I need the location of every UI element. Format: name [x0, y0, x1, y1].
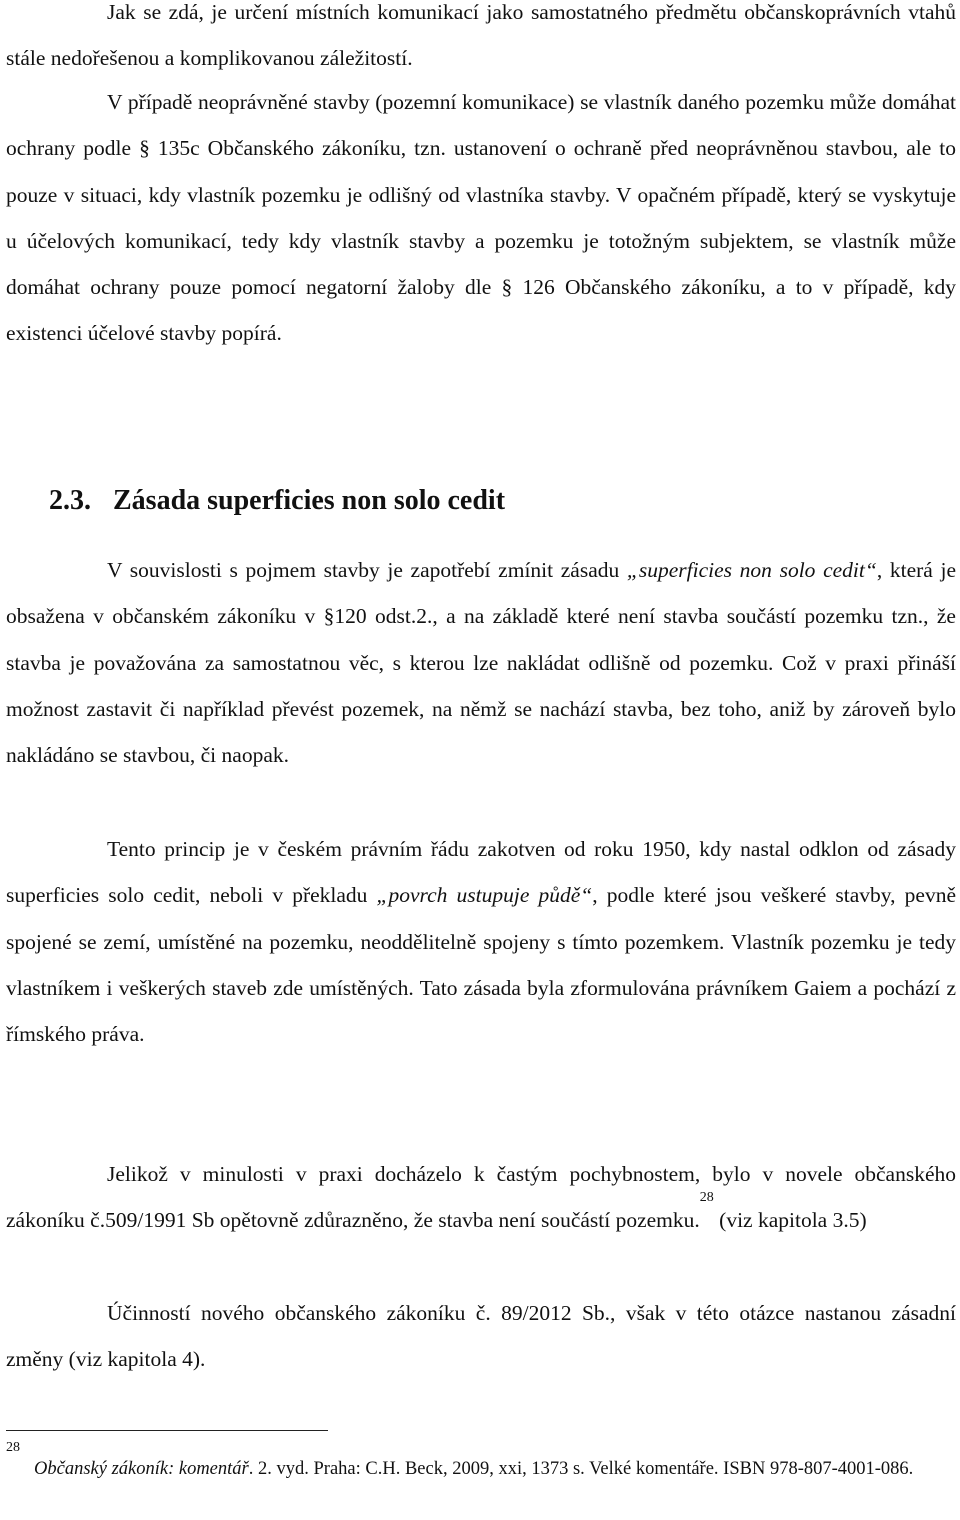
paragraph-6	[6, 1290, 956, 1383]
paragraph-3-text-a: V souvislosti s pojmem stavby je zapotřebí zmínit zásadu	[107, 558, 627, 582]
paragraph-1-text: Jak se zdá, je určení místních komunikací jako samostatného předmětu občanskoprávních vtahů stále nedořešenou a komplikovanou záležitostí.	[6, 0, 956, 71]
footnote-body	[6, 1450, 956, 1488]
paragraph-1	[6, 0, 956, 82]
latin-maxim-quote: „superficies non solo cedit“	[626, 558, 877, 582]
paragraph-4-text-a: Tento princip je v českém právním řádu zakotven od roku 1950, kdy nastal odklon od zásady superficies solo cedit, neboli v překladu	[6, 837, 956, 908]
paragraph-3-text-b: , která je obsažena v občanském zákoníku v	[6, 558, 956, 629]
section-heading	[49, 480, 505, 522]
footnote-citation: . 2. vyd. Praha: C.H. Beck, 2009, xxi, 1373 s. Velké komentáře. ISBN 978-807-4001-086.	[248, 1459, 914, 1479]
section-number: 2.3.	[49, 485, 91, 516]
paragraph-4	[6, 826, 956, 1057]
paragraph-4-text-b: , podle které jsou veškeré stavby, pevně spojené se zemí, umístěné na pozemku, neoddělitelně spojeny s tímto pozemkem. Vlastník pozemku je tedy vlastníkem i veškerých staveb zde umístěných. Tato zásada byla zformulována právníkem Gaiem a pochází z římského práva.	[6, 883, 956, 1047]
section-sign: §	[323, 604, 335, 629]
footnote-reference[interactable]: 28	[699, 1190, 714, 1206]
paragraph-6-text: Účinností nového občanského zákoníku č. 89/2012 Sb., však v této otázce nastanou zásadní změny (viz kapitola 4).	[6, 1301, 956, 1372]
paragraph-2-text-b: 135c Občanského zákoníku, tzn. ustanovení o ochraně před neoprávněnou stavbou, ale to pouze v situaci, kdy vlastník pozemku je odlišný od vlastníka stavby. V opačném případě, který se vyskytuje u účelových komunikací, tedy kdy vlastník stavby a pozemku je totožným subjektem, se vlastník může domáhat ochrany pouze pomocí negatorní žaloby dle	[6, 136, 957, 300]
footnote-number: 28	[6, 1440, 20, 1455]
paragraph-2-text-c: 126 Občanského zákoníku, a to v případě, kdy existenci účelové stavby popírá.	[6, 275, 956, 346]
paragraph-3-text-c: 120 odst.2., a na základě které není stavba součástí pozemku tzn., že stavba je považována za samostatnou věc, s kterou lze nakládat odlišně od pozemku. Což v praxi přináší možnost zastavit či například převést pozemek, na němž se nachází stavba, bez toho, aniž by zároveň bylo nakládáno se stavbou, či naopak.	[6, 604, 956, 768]
section-sign: §	[139, 136, 150, 161]
paragraph-2-text-a: V případě neoprávněné stavby (pozemní komunikace) se vlastník daného pozemku může domáhat ochrany podle	[6, 90, 956, 161]
footnote-title: Občanský zákoník: komentář	[34, 1459, 249, 1479]
translation-quote: „povrch ustupuje půdě“	[376, 883, 593, 908]
paragraph-2	[6, 79, 956, 357]
section-sign: §	[501, 275, 513, 300]
footnote	[6, 1440, 956, 1488]
footnote-separator	[6, 1430, 328, 1431]
paragraph-5-text-b: (viz kapitola 3.5)	[713, 1208, 867, 1233]
section-title: Zásada superficies non solo cedit	[113, 485, 506, 516]
paragraph-3	[6, 547, 956, 778]
paragraph-5-text: Jelikož v minulosti v praxi docházelo k častým pochybnostem, bylo v novele občanského zákoníku č.509/1991 Sb opětovně zdůrazněno, že stavba není součástí pozemku.	[6, 1162, 956, 1233]
paragraph-5	[6, 1151, 956, 1244]
